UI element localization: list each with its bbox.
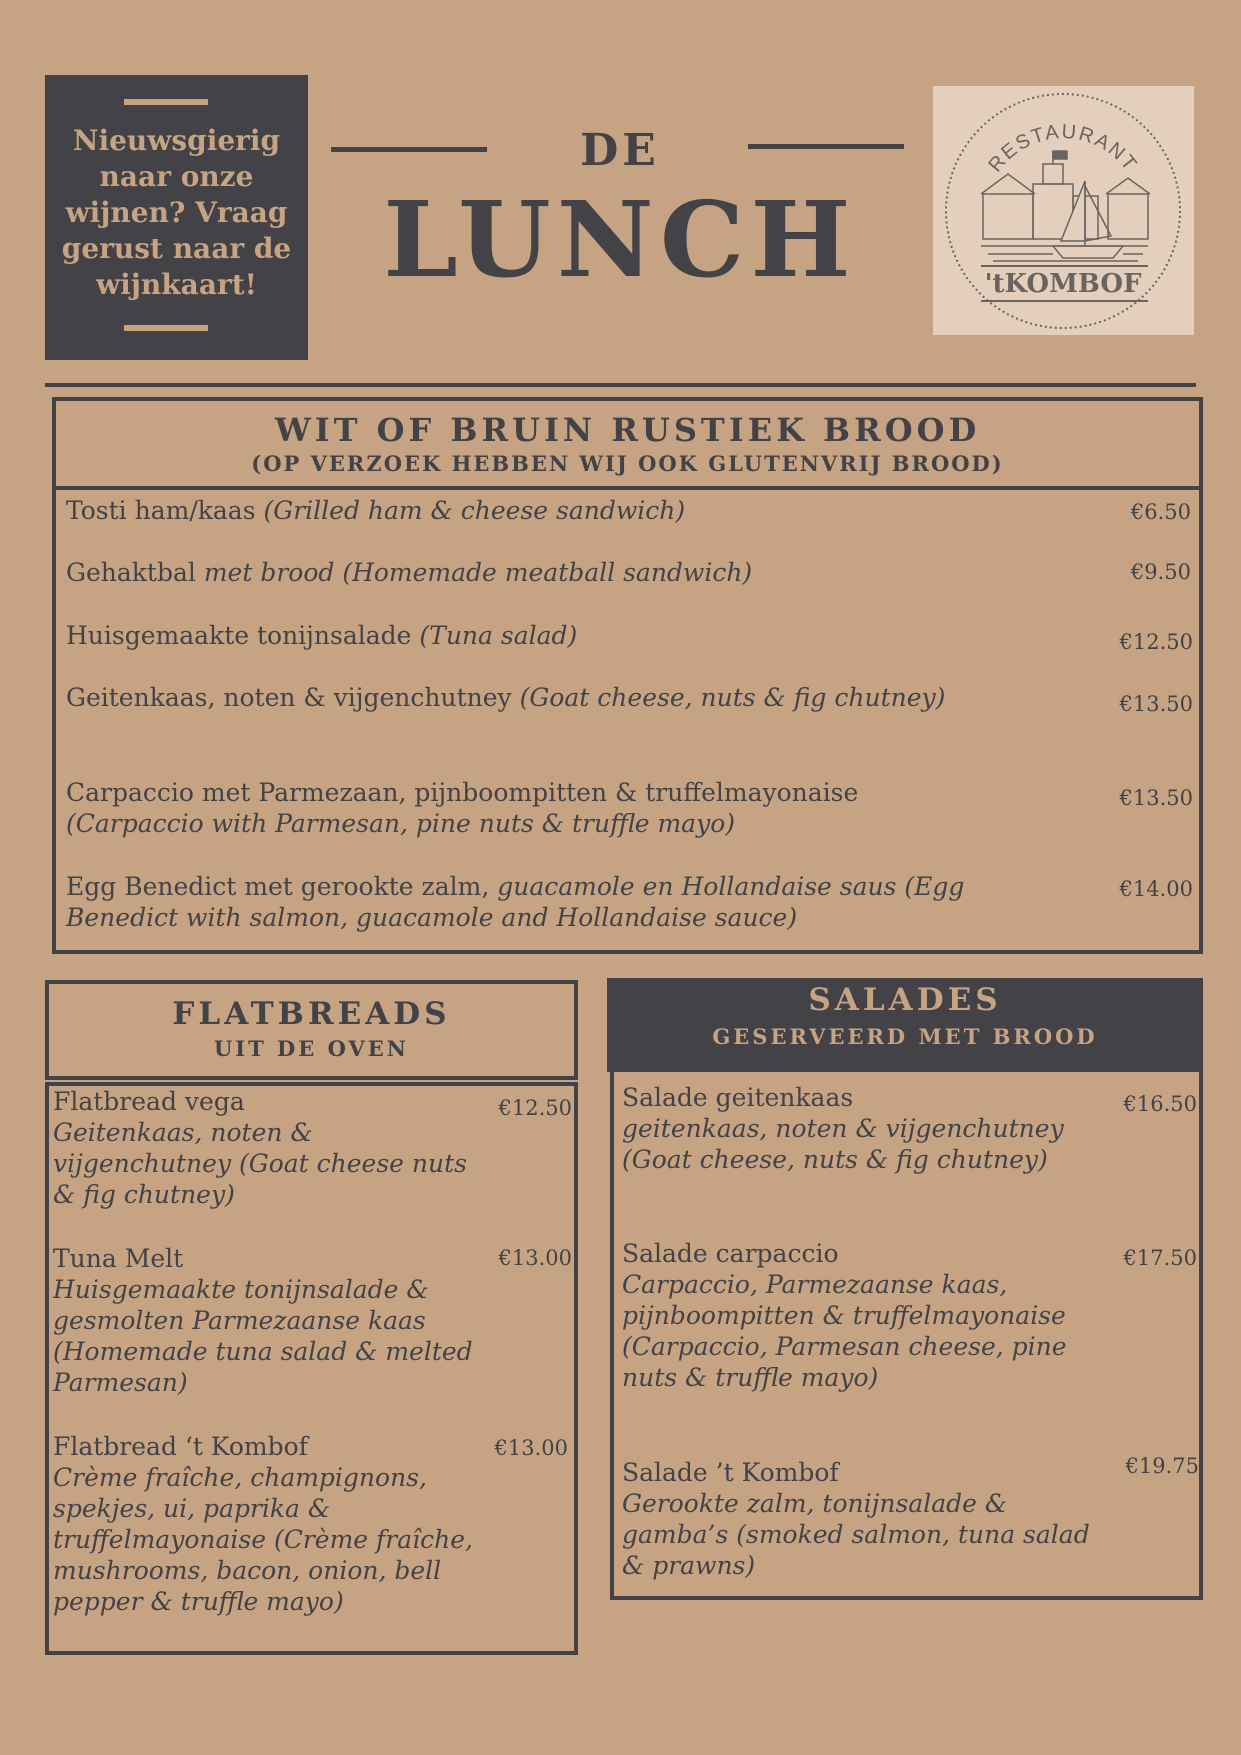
flatbreads-title: FLATBREADS — [172, 996, 451, 1032]
salades-list — [610, 1068, 1203, 1600]
menu-item: Salade ’t Kombof Gerookte zalm, tonijnsalade & gamba’s (smoked salmon, tuna salad & prawns) — [622, 1458, 1090, 1580]
menu-item: Geitenkaas, noten & vijgenchutney (Goat cheese, nuts & fig chutney) — [66, 683, 946, 712]
menu-item-price: €12.50 — [498, 1096, 572, 1120]
bread-section-title: WIT OF BRUIN RUSTIEK BROOD — [274, 411, 981, 449]
menu-item-price: €12.50 — [1119, 630, 1193, 654]
flatbreads-list — [45, 1082, 578, 1655]
menu-item: Carpaccio met Parmezaan, pijnboompitten & truffelmayonaise (Carpaccio with Parmesan, pine nuts & truffle mayo) — [66, 778, 859, 838]
wine-note-box — [45, 75, 308, 360]
menu-item-price: €13.00 — [494, 1436, 568, 1460]
menu-item-price: €13.50 — [1119, 786, 1193, 810]
menu-item-price: €19.75 — [1125, 1454, 1199, 1478]
wine-note-top-bar — [124, 99, 208, 105]
salades-title: SALADES — [808, 982, 1002, 1018]
menu-item-price: €17.50 — [1123, 1246, 1197, 1270]
menu-item: Salade geitenkaas geitenkaas, noten & vijgenchutney (Goat cheese, nuts & fig chutney) — [622, 1083, 1064, 1174]
menu-item: Gehaktbal met brood (Homemade meatball sandwich) — [66, 558, 753, 587]
menu-item-price: €6.50 — [1130, 500, 1191, 524]
header-divider — [45, 383, 1196, 387]
salades-header — [607, 978, 1203, 1072]
menu-item: Tosti ham/kaas (Grilled ham & cheese sandwich) — [66, 496, 686, 525]
bread-section-list — [52, 490, 1203, 954]
menu-item: Tuna Melt Huisgemaakte tonijnsalade & gesmolten Parmezaanse kaas (Homemade tuna salad & melted Parmesan) — [53, 1244, 473, 1397]
menu-item-price: €9.50 — [1130, 560, 1191, 584]
menu-item: Egg Benedict met gerookte zalm, guacamole en Hollandaise saus (Egg Benedict with salmon, guacamole and Hollandaise sauce) — [66, 872, 965, 932]
logo-brand-text: 'tKOMBOF — [984, 269, 1142, 299]
restaurant-logo — [933, 86, 1194, 335]
menu-item: Flatbread vega Geitenkaas, noten & vijgenchutney (Goat cheese nuts & fig chutney) — [53, 1087, 468, 1209]
header-left-line — [331, 147, 487, 152]
bread-section-subtitle: (OP VERZOEK HEBBEN WIJ OOK GLUTENVRIJ BROOD) — [251, 451, 1004, 476]
wine-note-bottom-bar — [124, 325, 208, 331]
header-right-line — [748, 144, 904, 149]
flatbreads-header — [45, 980, 578, 1080]
menu-item-price: €14.00 — [1119, 877, 1193, 901]
wine-note-text: Nieuwsgierig naar onze wijnen? Vraag gerust naar de wijnkaart! — [61, 124, 292, 301]
header-de: DE — [580, 125, 660, 176]
menu-item: Huisgemaakte tonijnsalade (Tuna salad) — [66, 621, 578, 650]
page-title: LUNCH — [383, 178, 857, 301]
menu-item-price: €16.50 — [1123, 1092, 1197, 1116]
menu-item: Flatbread ‘t Kombof Crème fraîche, champignons, spekjes, ui, paprika & truffelmayonaise (Crème fraîche, mushrooms, bacon, onion, bell pepper & truffle mayo) — [53, 1432, 473, 1616]
menu-item-price: €13.00 — [498, 1246, 572, 1270]
logo-ship-icon — [933, 86, 1194, 335]
menu-item-price: €13.50 — [1119, 692, 1193, 716]
flatbreads-subtitle: UIT DE OVEN — [213, 1036, 410, 1061]
bread-section-header — [52, 397, 1203, 490]
logo-top-text: RESTAURANT — [984, 120, 1142, 177]
menu-item: Salade carpaccio Carpaccio, Parmezaanse kaas, pijnboompitten & truffelmayonaise (Carpaccio, Parmesan cheese, pine nuts & truffle mayo) — [622, 1239, 1067, 1392]
salades-subtitle: GESERVEERD MET BROOD — [712, 1024, 1098, 1049]
